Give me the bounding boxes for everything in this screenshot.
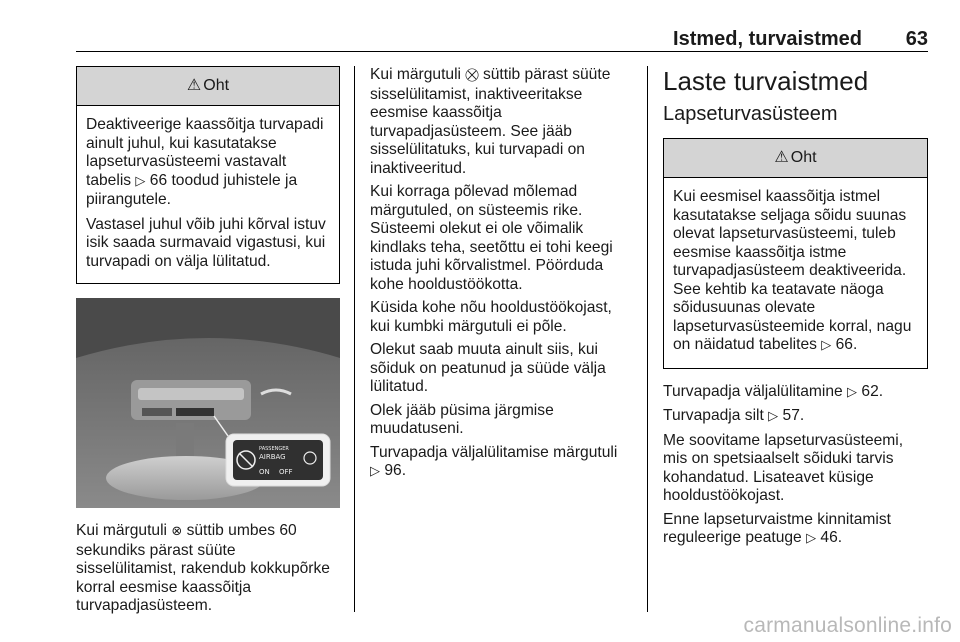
airbag-deactivation-ref — [663, 383, 928, 403]
page-header — [76, 28, 928, 52]
page-ref-arrow-icon: ▷ — [370, 464, 380, 479]
watermark: carmanualsonline.info — [743, 614, 952, 637]
airbag-label-ref — [663, 407, 928, 427]
warning-header — [77, 67, 339, 106]
warning-title: Oht — [790, 148, 817, 166]
paragraph-text: Enne lapseturvaistme kinnitamist reguleerige peatuge — [663, 510, 891, 546]
paragraph-text: Kui märgutuli — [76, 522, 172, 539]
warning-body — [664, 178, 927, 368]
header-rule — [76, 51, 928, 52]
column-divider-2 — [647, 66, 648, 612]
warning-text-tail: toodud juhistele ja piirangutele. — [86, 171, 298, 208]
page-ref-arrow-icon: ▷ — [135, 173, 146, 189]
page-ref[interactable]: 57 — [782, 407, 800, 424]
warning-text-tail: . — [852, 336, 858, 353]
paragraph-text: Turvapadja väljalülitamise märgutuli — [370, 443, 618, 461]
warning-title: Oht — [203, 76, 230, 94]
warning-paragraph — [86, 116, 330, 210]
indicator-ref-paragraph — [370, 444, 632, 482]
column-3 — [663, 66, 928, 554]
paragraph-text-tail: . — [799, 407, 805, 424]
paragraph-text: Turvapadja silt — [663, 407, 769, 424]
warning-text: Deaktiveerige kaassõitja turvapadi ainult juhul, kui kasutatakse lapseturvasüsteemi vastavalt tabelis — [86, 116, 324, 189]
change-state-paragraph: Olekut saab muuta ainult siis, kui sõiduk on peatunud ja süüde välja lülitatud. — [370, 341, 606, 395]
warning-triangle-icon: ⚠ — [186, 76, 202, 94]
paragraph-text-tail: . — [401, 462, 407, 479]
warning-box — [663, 138, 928, 369]
airbag-indicator-photo — [76, 298, 340, 508]
page-ref-arrow-icon: ▷ — [768, 409, 779, 424]
paragraph-text-tail: . — [878, 382, 884, 400]
warning-box — [76, 66, 340, 284]
column-1 — [76, 66, 340, 621]
page-ref-arrow-icon: ▷ — [847, 384, 858, 400]
airbag-off-indicator-icon: ⛒ — [465, 68, 479, 83]
paragraph-text: Kui märgutuli — [370, 66, 466, 83]
headliner-illustration — [76, 298, 340, 508]
warning-triangle-icon: ⚠ — [774, 148, 789, 166]
page-ref-arrow-icon: ▷ — [821, 338, 832, 353]
page-ref[interactable]: 62 — [861, 382, 879, 400]
photo-label-off: OFF — [279, 468, 293, 476]
airbag-on-indicator-icon: ⊗ — [171, 524, 183, 539]
chapter-heading: Laste turvaistmed — [663, 66, 869, 96]
photo-label-airbag: AIRBAG — [259, 453, 286, 461]
page-ref[interactable]: 96 — [384, 462, 402, 479]
indicator-off-paragraph — [370, 66, 632, 178]
headrest-paragraph — [663, 511, 928, 549]
paragraph-text-tail: süttib pärast süüte sisselülitamist, inaktiveeritakse eesmise kaassõitja turvapadjasüsteem. See jääb sisselülitatuks, kui turvapadi on inaktiveeritud. — [370, 66, 611, 177]
fault-paragraph: Kui korraga põlevad mõlemad märgutuled, on süsteemis rike. Süsteemi olekut ei ole võimalik kindlaks teha, seetõttu ei tohi keegi istuda juhi kõrvalistmel. Pöörduda kohe hooldustöökotta. — [370, 183, 613, 293]
page-ref-arrow-icon: ▷ — [806, 531, 817, 546]
section-title: Istmed, turvaistmed — [673, 28, 862, 50]
warning-header — [664, 139, 927, 178]
section-heading: Lapseturvasüsteem — [663, 103, 838, 125]
page-ref[interactable]: 66 — [835, 336, 853, 353]
state-persists-paragraph: Olek jääb püsima järgmise muudatuseni. — [370, 401, 554, 437]
page-number: 63 — [905, 28, 928, 50]
page-ref[interactable]: 66 — [149, 171, 168, 189]
recommendation-paragraph: Me soovitame lapseturvasüsteemi, mis on spetsiaalselt sõiduki tarvis kohandatud. Lisateavet küsige hooldustöökojast. — [663, 431, 904, 504]
column-2 — [370, 66, 632, 487]
photo-label-on: ON — [259, 468, 270, 476]
column-divider-1 — [354, 66, 355, 612]
paragraph-text-tail: süttib umbes 60 sekundiks pärast süüte sisselülitamist, rakendub kokkupõrke korral eesmise kaassõitja turvapadjasüsteem. — [76, 522, 330, 614]
no-light-paragraph: Küsida kohe nõu hooldustöökojast, kui kumbki märgutuli ei põle. — [370, 299, 612, 335]
warning-paragraph — [673, 188, 918, 356]
page-ref[interactable]: 46 — [820, 529, 838, 546]
paragraph-text-tail: . — [837, 529, 843, 546]
warning-text: Kui eesmisel kaassõitja istmel kasutatakse seljaga sõidu suunas olevat lapseturvasüsteemi, tuleb eesmise kaassõitja istme turvapadjasüsteem deaktiveerida. See kehtib ka teatavate näoga sõidusuunas olevate lapseturvasüsteemide korral, nagu on näidatud tabelites — [673, 188, 912, 353]
indicator-on-paragraph — [76, 522, 340, 616]
warning-body — [77, 106, 339, 283]
warning-paragraph: Vastasel juhul võib juhi kõrval istuv isik saada surmavaid vigastusi, kui turvapadi on välja lülitatud. — [86, 215, 326, 270]
paragraph-text: Turvapadja väljalülitamine — [663, 382, 848, 400]
photo-label-passenger: PASSENGER — [259, 446, 289, 452]
